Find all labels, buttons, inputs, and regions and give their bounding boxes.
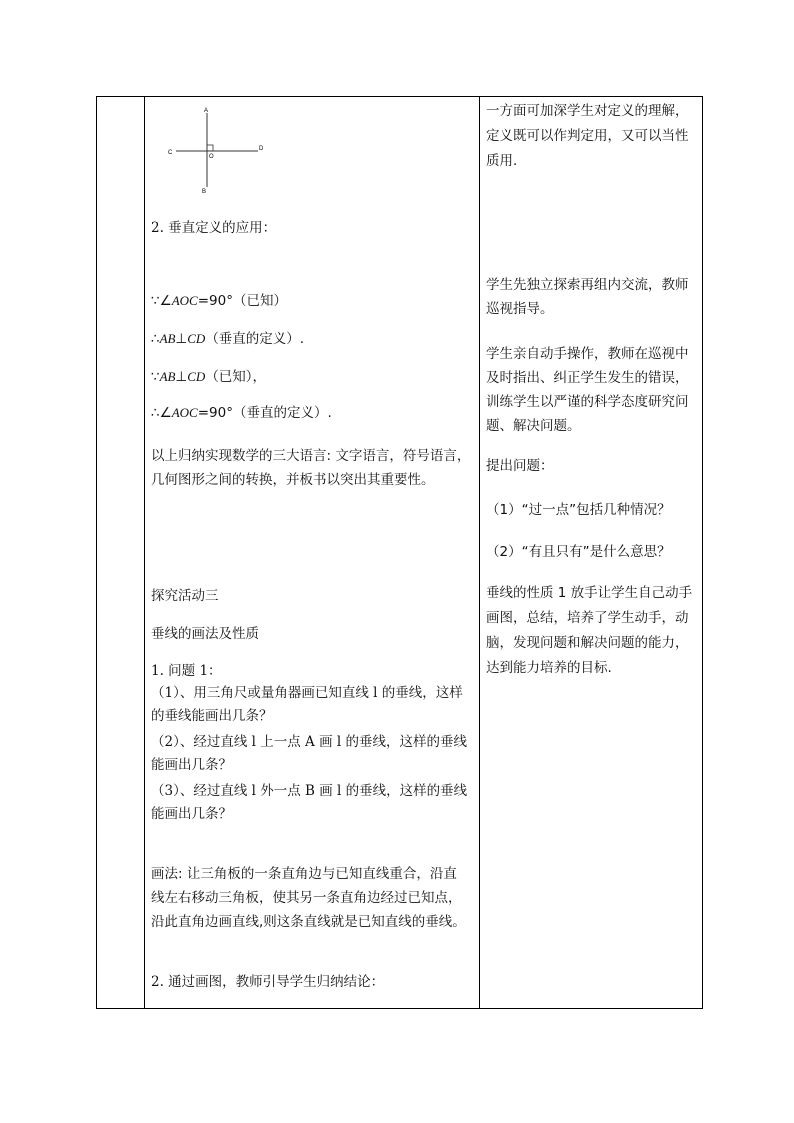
intent-1-line-1: 一方面可加深学生对定义的理解，	[486, 103, 689, 119]
intent-1-line-3: 质用.	[486, 153, 518, 169]
question-3-line-2: 能画出几条？	[151, 806, 232, 822]
intent-1-line-2: 定义既可以作判定用，又可以当性	[486, 128, 689, 144]
proof-step-3: ∵AB⊥CD（已知），	[151, 369, 267, 385]
intent-7-line-2: 画图，总结，培养了学生动手，动	[486, 610, 689, 626]
intent-7-line-4: 达到能力培养的目标.	[486, 660, 612, 676]
method-line-3: 沿此直角边画直线,则这条直线就是已知直线的垂线。	[151, 914, 466, 930]
intent-2-line-2: 巡视指导。	[486, 301, 554, 317]
intent-7-line-1: 垂线的性质 1 放手让学生自己动手	[486, 585, 693, 601]
activity-subtitle: 垂线的画法及性质	[151, 626, 259, 642]
question-2-line-2: 能画出几条？	[151, 757, 232, 773]
label-o: O	[209, 154, 214, 160]
label-b: B	[202, 189, 207, 195]
design-intent-column	[481, 97, 703, 1008]
teaching-content-column	[145, 97, 479, 1008]
question-3-line-1: （3）、经过直线 l 外一点 B 画 l 的垂线，这样的垂线	[151, 783, 468, 799]
method-line-2: 线左右移动三角板，使其另一条直角边经过已知点，	[151, 890, 462, 906]
perpendicular-figure	[167, 105, 267, 195]
raise-question: 提出问题：	[486, 458, 554, 474]
proof-step-2: ∴AB⊥CD（垂直的定义）.	[151, 331, 305, 347]
question-only-one: （2）“有且只有”是什么意思？	[486, 544, 671, 560]
intent-2-line-1: 学生先独立探索再组内交流，教师	[486, 277, 689, 293]
conclusion-text: 2. 通过画图，教师引导学生归纳结论：	[151, 974, 385, 990]
activity-title: 探究活动三	[151, 588, 219, 604]
question-2-line-1: （2）、经过直线 l 上一点 A 画 l 的垂线，这样的垂线	[151, 734, 467, 750]
intent-3-line-1: 学生亲自动手操作，教师在巡视中	[486, 346, 689, 362]
intent-7-line-3: 脑，发现问题和解决问题的能力，	[486, 635, 689, 651]
proof-step-1: ∵∠AOC=90°（已知）	[151, 293, 287, 309]
question-1-line-2: 的垂线能画出几条？	[151, 708, 273, 724]
proof-step-4: ∴∠AOC=90°（垂直的定义）.	[151, 405, 332, 421]
label-c: C	[168, 150, 173, 156]
intent-3-line-4: 题、解决问题。	[486, 418, 581, 434]
question-over-a-point: （1）“过一点”包括几种情况？	[486, 502, 671, 518]
summary-line-1: 以上归纳实现数学的三大语言: 文字语言，符号语言，	[151, 448, 471, 464]
question-1-line-1: （1）、用三角尺或量角器画已知直线 l 的垂线，这样	[151, 685, 463, 701]
summary-line-2: 几何图形之间的转换，并板书以突出其重要性。	[151, 472, 435, 488]
intent-3-line-2: 及时指出、纠正学生发生的错误，	[486, 370, 689, 386]
method-line-1: 画法: 让三角板的一条直角边与已知直线重合，沿直	[151, 866, 457, 882]
label-d: D	[259, 146, 264, 152]
question-heading: 1. 问题 1：	[151, 663, 222, 679]
label-a: A	[204, 108, 209, 114]
intent-3-line-3: 训练学生以严谨的科学态度研究问	[486, 394, 689, 410]
application-heading: 2. 垂直定义的应用：	[151, 220, 277, 236]
column-divider-right	[479, 97, 480, 1008]
lesson-table	[96, 96, 703, 1009]
